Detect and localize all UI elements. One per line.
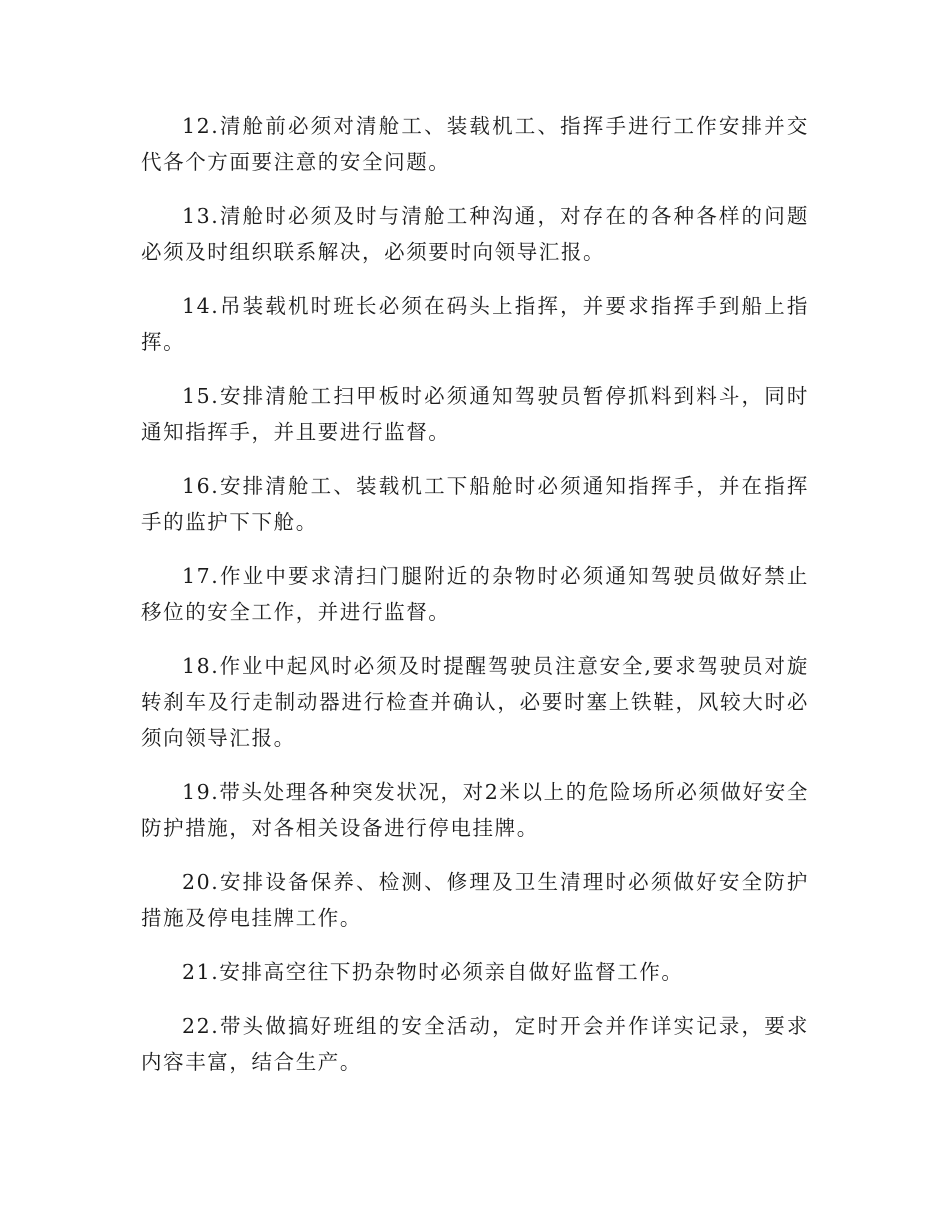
paragraph-19: 19.带头处理各种突发状况，对2米以上的危险场所必须做好安全防护措施，对各相关设备进行停电挂牌。 bbox=[141, 780, 809, 840]
paragraph-20: 20.安排设备保养、检测、修理及卫生清理时必须做好安全防护措施及停电挂牌工作。 bbox=[141, 870, 809, 930]
paragraph-14: 14.吊装载机时班长必须在码头上指挥，并要求指挥手到船上指挥。 bbox=[141, 294, 809, 354]
paragraph-13: 13.清舱时必须及时与清舱工种沟通，对存在的各种各样的问题必须及时组织联系解决，必须要时向领导汇报。 bbox=[141, 204, 809, 264]
document-body bbox=[141, 108, 809, 1098]
paragraph-16: 16.安排清舱工、装载机工下船舱时必须通知指挥手，并在指挥手的监护下下舱。 bbox=[141, 474, 809, 534]
paragraph-15: 15.安排清舱工扫甲板时必须通知驾驶员暂停抓料到料斗，同时通知指挥手，并且要进行监督。 bbox=[141, 384, 809, 444]
paragraph-12: 12.清舱前必须对清舱工、装载机工、指挥手进行工作安排并交代各个方面要注意的安全问题。 bbox=[141, 114, 809, 174]
paragraph-17: 17.作业中要求清扫门腿附近的杂物时必须通知驾驶员做好禁止移位的安全工作，并进行监督。 bbox=[141, 564, 809, 624]
paragraph-21: 21.安排高空往下扔杂物时必须亲自做好监督工作。 bbox=[182, 960, 684, 984]
paragraph-22: 22.带头做搞好班组的安全活动，定时开会并作详实记录，要求内容丰富，结合生产。 bbox=[141, 1014, 809, 1074]
paragraph-18: 18.作业中起风时必须及时提醒驾驶员注意安全,要求驾驶员对旋转刹车及行走制动器进行检查并确认，必要时塞上铁鞋，风较大时必须向领导汇报。 bbox=[141, 654, 809, 750]
